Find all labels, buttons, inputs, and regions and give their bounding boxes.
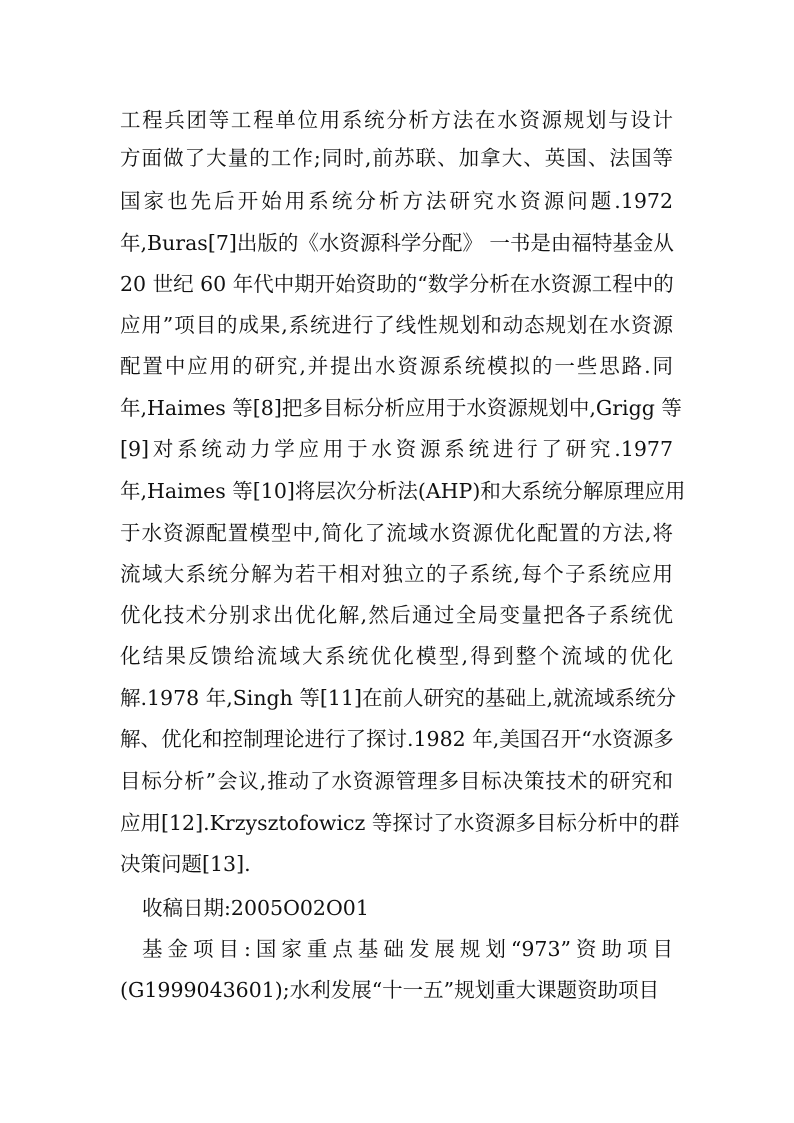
body-text-line: 于水资源配置模型中,简化了流域水资源优化配置的方法,将 — [120, 521, 673, 545]
fund-info-line-1: 基金项目:国家重点基础发展规划“973”资助项目 — [142, 937, 673, 961]
received-date: 收稿日期:2005O02O01 — [142, 896, 369, 920]
body-text-line: 年,Haimes 等[10]将层次分析法(AHP)和大系统分解原理应用 — [120, 479, 686, 503]
body-text-line: 解、优化和控制理论进行了探讨.1982 年,美国召开“水资源多 — [120, 727, 674, 751]
body-text-line: 决策问题[13]. — [120, 852, 251, 876]
fund-info-line-2: (G1999043601);水利发展“十一五”规划重大课题资助项目 — [120, 978, 660, 1002]
body-text-line: 应用[12].Krzysztofowicz 等探讨了水资源多目标分析中的群 — [120, 811, 680, 835]
body-text-line: 优化技术分别求出优化解,然后通过全局变量把各子系统优 — [120, 603, 673, 627]
body-text-line: 流域大系统分解为若干相对独立的子系统,每个子系统应用 — [120, 562, 673, 586]
body-text-line: 解.1978 年,Singh 等[11]在前人研究的基础上,就流域系统分 — [120, 686, 676, 710]
body-text-line: 方面做了大量的工作;同时,前苏联、加拿大、英国、法国等 — [120, 146, 673, 170]
body-text-line: 化结果反馈给流域大系统优化模型,得到整个流域的优化 — [120, 644, 673, 668]
body-text-line: 应用”项目的成果,系统进行了线性规划和动态规划在水资源 — [120, 313, 673, 337]
body-text-line: 年,Buras[7]出版的《水资源科学分配》 一书是由福特基金从 — [120, 231, 674, 255]
body-text-line: 20 世纪 60 年代中期开始资助的“数学分析在水资源工程中的 — [120, 272, 674, 296]
body-text-line: 配置中应用的研究,并提出水资源系统模拟的一些思路.同 — [120, 354, 673, 378]
body-text-line: [9]对系统动力学应用于水资源系统进行了研究.1977 — [120, 437, 673, 461]
body-text-line: 工程兵团等工程单位用系统分析方法在水资源规划与设计 — [120, 108, 673, 132]
body-text-line: 目标分析”会议,推动了水资源管理多目标决策技术的研究和 — [120, 769, 673, 793]
body-text-line: 国家也先后开始用系统分析方法研究水资源问题.1972 — [120, 189, 673, 213]
body-text-line: 年,Haimes 等[8]把多目标分析应用于水资源规划中,Grigg 等 — [120, 396, 682, 420]
